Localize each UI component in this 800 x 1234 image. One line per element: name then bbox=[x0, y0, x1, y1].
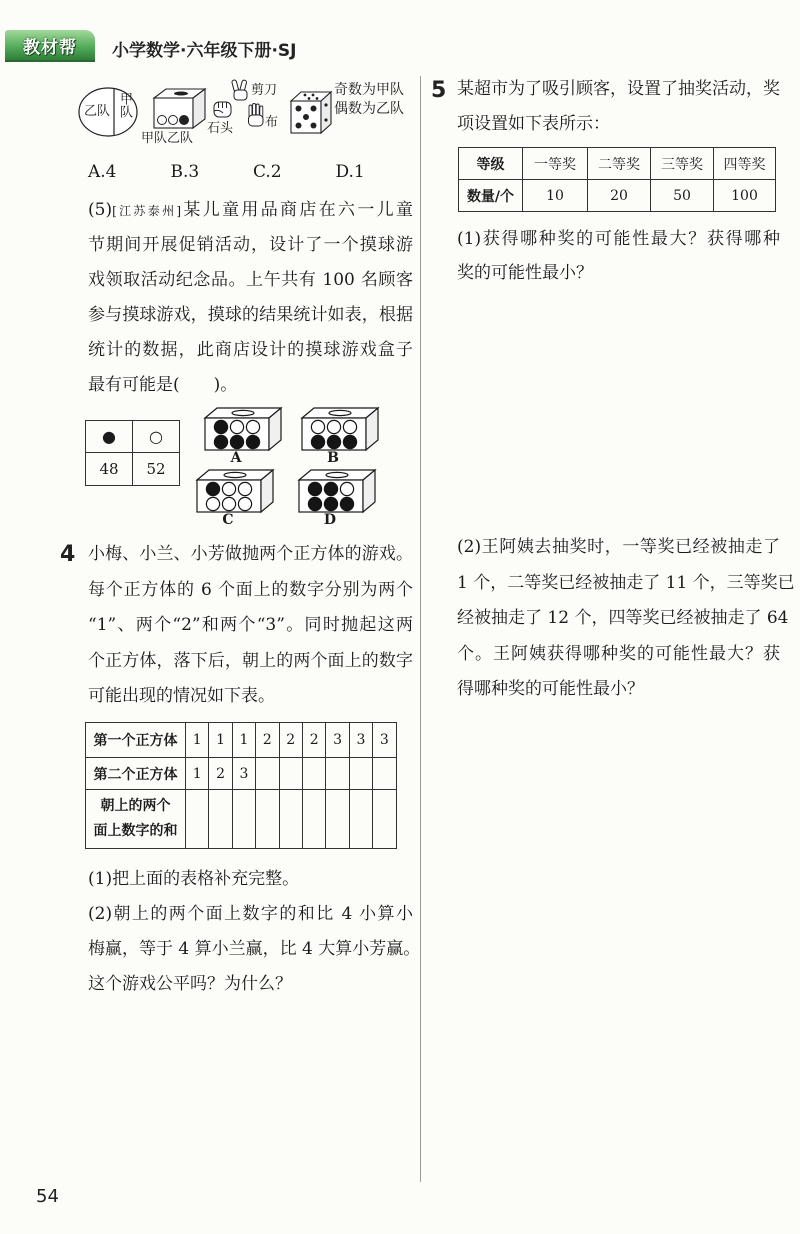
question-text-line: 经被抽走了 12 个，四等奖已经被抽走了 64 bbox=[457, 608, 789, 628]
page-number: 54 bbox=[36, 1186, 59, 1207]
black-ball bbox=[308, 482, 321, 495]
white-ball bbox=[246, 420, 259, 433]
empty-answer-cell bbox=[256, 790, 279, 849]
table-cell: 3 bbox=[326, 723, 349, 758]
ball-box-label: 甲队乙队 bbox=[141, 131, 194, 146]
ball-box-drawing bbox=[203, 406, 283, 452]
question-text-line: (2)王阿姨去抽奖时，一等奖已经被抽走了 bbox=[457, 537, 780, 557]
black-ball bbox=[214, 420, 227, 433]
option-b: B.3 bbox=[170, 162, 200, 182]
question-number-4: 4 bbox=[60, 542, 76, 567]
white-ball bbox=[238, 482, 251, 495]
white-ball bbox=[311, 420, 324, 433]
question-text-line: 统计的数据，此商店设计的摸球游戏盒子 bbox=[88, 340, 413, 360]
question-5-sub1 bbox=[457, 222, 780, 290]
empty-answer-cell bbox=[373, 758, 396, 790]
row-header-sum bbox=[86, 790, 186, 849]
box-option-label: A bbox=[230, 450, 242, 466]
prize-level-header: 等级 bbox=[459, 148, 523, 180]
empty-answer-cell bbox=[232, 790, 255, 849]
ball-box-drawing bbox=[300, 406, 380, 452]
dice-even-label: 偶数为乙队 bbox=[334, 101, 404, 117]
table-cell: 3 bbox=[232, 758, 255, 790]
question-4-subquestions bbox=[88, 862, 421, 1002]
table-cell: 1 bbox=[186, 723, 209, 758]
question-text-line: (1)把上面的表格补充完整。 bbox=[88, 869, 300, 889]
ball-box-c bbox=[195, 468, 275, 528]
white-ball bbox=[238, 497, 251, 510]
table-cell: 3 bbox=[373, 723, 396, 758]
question-text-line: 奖的可能性最小？ bbox=[457, 263, 593, 283]
table-cell: 1 bbox=[232, 723, 255, 758]
source-tag: [江苏泰州] bbox=[112, 204, 182, 218]
question-text-line: 1 个，二等奖已经被抽走了 11 个，三等奖已 bbox=[457, 572, 795, 593]
question-text-line: 某超市为了吸引顾客，设置了抽奖活动，奖 bbox=[457, 79, 780, 99]
question-text-line bbox=[88, 193, 413, 228]
empty-answer-cell bbox=[326, 758, 349, 790]
brand-badge-text: 教材帮 bbox=[23, 37, 77, 58]
row-header-first-cube: 第一个正方体 bbox=[86, 723, 186, 758]
ball-box-d bbox=[297, 468, 377, 528]
empty-answer-cell bbox=[279, 790, 302, 849]
table-cell: 2 bbox=[256, 723, 279, 758]
ball-box-a bbox=[203, 406, 283, 466]
white-ball bbox=[343, 420, 356, 433]
spinner-right-label: 甲队 bbox=[117, 92, 132, 118]
prize-quantity-cell: 10 bbox=[523, 180, 588, 212]
answer-options bbox=[88, 155, 418, 190]
empty-answer-cell bbox=[326, 790, 349, 849]
empty-answer-cell bbox=[209, 790, 232, 849]
black-ball bbox=[230, 435, 243, 448]
scissors-hand-icon bbox=[232, 80, 247, 100]
black-ball bbox=[246, 435, 259, 448]
grouping-methods-figure bbox=[75, 78, 415, 150]
prize-quantity-header: 数量/个 bbox=[459, 180, 523, 212]
question-number-5: 5 bbox=[431, 78, 447, 103]
question-text-line: 节期间开展促销活动，设计了一个摸球游 bbox=[88, 235, 413, 255]
white-ball bbox=[327, 420, 340, 433]
black-ball bbox=[324, 482, 337, 495]
table-cell: 2 bbox=[279, 723, 302, 758]
white-ball-symbol: ○ bbox=[133, 421, 180, 453]
question-text-line: 每个正方体的 6 个面上的数字分别为两个 bbox=[88, 579, 413, 600]
question-text-line: 梅赢，等于 4 算小兰赢，比 4 大算小芳赢。 bbox=[88, 939, 421, 959]
dice-icon bbox=[291, 92, 331, 133]
black-ball bbox=[327, 435, 340, 448]
empty-answer-cell bbox=[302, 758, 325, 790]
ball-box-b bbox=[300, 406, 380, 466]
question-text-line: 个。王阿姨获得哪种奖的可能性最大？获 bbox=[457, 643, 780, 664]
table-cell: 2 bbox=[302, 723, 325, 758]
prize-quantity-cell: 50 bbox=[651, 180, 714, 212]
question-text-line: 戏领取活动纪念品。上午共有 100 名顾客 bbox=[88, 270, 413, 290]
option-a: A.4 bbox=[88, 162, 117, 182]
empty-answer-cell bbox=[349, 790, 372, 849]
box-option-label: D bbox=[323, 512, 337, 528]
ball-box-drawing bbox=[297, 468, 377, 514]
prize-quantity-cell: 100 bbox=[714, 180, 776, 212]
question-text-line: 可能出现的情况如下表。 bbox=[88, 686, 275, 706]
option-d: D.1 bbox=[335, 162, 365, 182]
ball-box-drawing bbox=[195, 468, 275, 514]
question-text-line: (2)朝上的两个面上数字的和比 4 小算小 bbox=[88, 904, 413, 924]
column-divider bbox=[420, 76, 421, 1182]
black-ball bbox=[311, 435, 324, 448]
question-3-5 bbox=[88, 193, 413, 403]
empty-answer-cell bbox=[302, 790, 325, 849]
question-text-line: 最有可能是( )。 bbox=[88, 375, 238, 395]
white-ball bbox=[222, 482, 235, 495]
black-ball bbox=[308, 497, 321, 510]
prize-level-cell: 三等奖 bbox=[651, 148, 714, 180]
table-cell: 1 bbox=[209, 723, 232, 758]
question-text-line: 个正方体，落下后，朝上的两个面上的数字 bbox=[88, 650, 413, 671]
paper-hand-icon bbox=[249, 104, 264, 127]
prize-level-cell: 四等奖 bbox=[714, 148, 776, 180]
box-option-label: B bbox=[327, 450, 339, 466]
option-c: C.2 bbox=[253, 162, 282, 182]
table-cell: 1 bbox=[186, 758, 209, 790]
rock-hand-icon bbox=[214, 102, 231, 117]
question-text-line: 参与摸球游戏，摸球的结果统计如表，根据 bbox=[88, 305, 413, 325]
ball-result-table bbox=[85, 420, 180, 486]
table-cell: 3 bbox=[349, 723, 372, 758]
empty-answer-cell bbox=[349, 758, 372, 790]
white-ball bbox=[230, 420, 243, 433]
prize-quantity-cell: 20 bbox=[588, 180, 651, 212]
paper-label: 布 bbox=[265, 115, 279, 130]
prize-level-cell: 一等奖 bbox=[523, 148, 588, 180]
row-header-sum-line: 面上数字的和 bbox=[93, 823, 178, 839]
question-5-sub2 bbox=[457, 530, 795, 708]
black-ball bbox=[214, 435, 227, 448]
empty-answer-cell bbox=[256, 758, 279, 790]
question-text-line: 小梅、小兰、小芳做抛两个正方体的游戏。 bbox=[88, 544, 413, 564]
white-ball bbox=[206, 497, 219, 510]
book-title: 小学数学·六年级下册·SJ bbox=[112, 41, 297, 61]
empty-answer-cell bbox=[186, 790, 209, 849]
question-text-line: 项设置如下表所示： bbox=[457, 114, 610, 134]
black-ball bbox=[343, 435, 356, 448]
empty-answer-cell bbox=[279, 758, 302, 790]
black-ball-count: 48 bbox=[86, 453, 133, 486]
question-text: 某儿童用品商店在六一儿童 bbox=[181, 200, 413, 220]
ball-result-figure bbox=[80, 400, 392, 530]
question-text-line: “1”、两个“2”和两个“3”。同时抛起这两 bbox=[88, 615, 413, 635]
table-cell: 2 bbox=[209, 758, 232, 790]
white-ball-count: 52 bbox=[133, 453, 180, 486]
question-text-line: 得哪种奖的可能性最小？ bbox=[457, 679, 644, 699]
row-header-second-cube: 第二个正方体 bbox=[86, 758, 186, 790]
question-4-text bbox=[88, 537, 413, 715]
box-option-label: C bbox=[222, 512, 234, 528]
white-ball bbox=[222, 497, 235, 510]
black-ball bbox=[324, 497, 337, 510]
spinner-left-label: 乙队 bbox=[84, 104, 111, 119]
ball-box-icon bbox=[154, 89, 205, 128]
black-ball-symbol: ● bbox=[86, 421, 133, 453]
white-ball bbox=[340, 482, 353, 495]
row-header-sum-line: 朝上的两个 bbox=[100, 798, 171, 814]
black-ball bbox=[206, 482, 219, 495]
black-ball bbox=[340, 497, 353, 510]
dice-outcome-table bbox=[85, 722, 397, 849]
question-text-line: 这个游戏公平吗？为什么？ bbox=[88, 974, 292, 994]
question-number: (5) bbox=[88, 200, 113, 220]
dice-odd-label: 奇数为甲队 bbox=[334, 82, 404, 98]
question-5-intro bbox=[457, 72, 780, 142]
question-text-line: (1)获得哪种奖的可能性最大？获得哪种 bbox=[457, 229, 780, 249]
scissors-label: 剪刀 bbox=[251, 83, 278, 98]
prize-table bbox=[458, 147, 776, 212]
rock-label: 石头 bbox=[207, 121, 234, 136]
empty-answer-cell bbox=[373, 790, 396, 849]
prize-level-cell: 二等奖 bbox=[588, 148, 651, 180]
brand-badge bbox=[5, 30, 95, 62]
